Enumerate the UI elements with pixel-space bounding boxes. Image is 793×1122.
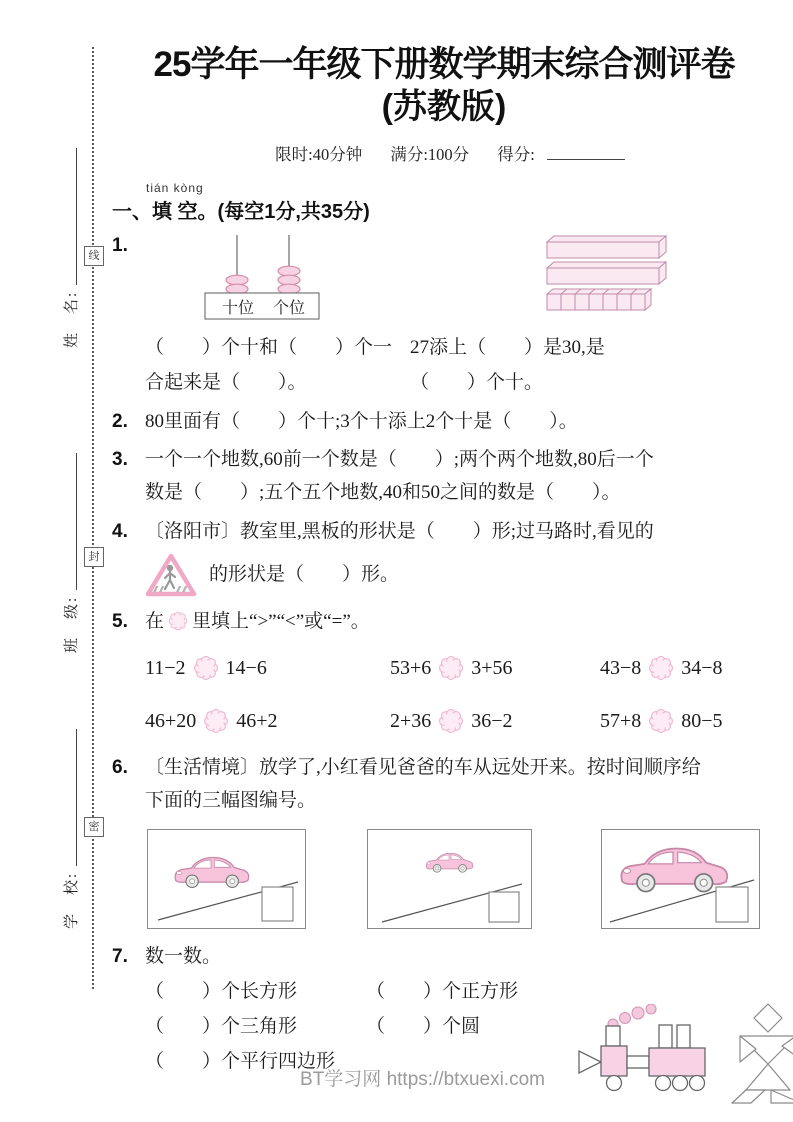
cmp-right: 14−6 — [225, 657, 267, 680]
q4-line2: 的形状是（ ）形。 — [209, 564, 400, 586]
q1-right-line2: （ ）个十。 — [410, 371, 544, 393]
binding-dotted-line — [92, 47, 94, 989]
section-heading — [112, 180, 776, 224]
cmp-left: 46+20 — [145, 709, 197, 732]
pinyin-annotation: tián kòng — [146, 180, 204, 195]
question-6 — [112, 752, 776, 929]
q7-blank-rectangle: （ ）个长方形 — [145, 980, 298, 1002]
seal-char-mi: 密 — [84, 817, 104, 837]
q7-blank-square: （ ）个正方形 — [366, 980, 519, 1002]
q7-blank-triangle: （ ）个三角形 — [145, 1016, 298, 1038]
seal-char-feng: 封 — [84, 547, 104, 567]
cmp-left: 43−8 — [600, 657, 642, 680]
cmp-right: 34−8 — [681, 657, 723, 680]
pedestrian-crossing-sign-icon — [145, 552, 197, 598]
comparison-item — [145, 651, 390, 685]
score-label: 得分: — [497, 144, 535, 164]
question-2-number: 2. — [112, 410, 128, 432]
q3-line2: 数是（ ）;五个五个地数,40和50之间的数是（ ）。 — [145, 482, 621, 504]
question-4-number: 4. — [112, 520, 128, 542]
seal-char-line: 线 — [84, 246, 104, 266]
q5-intro-before: 在 — [145, 611, 165, 633]
class-write-line — [75, 453, 77, 590]
score-write-line — [547, 145, 625, 160]
question-3-number: 3. — [112, 449, 128, 471]
car-picture-panel-3 — [601, 829, 760, 929]
question-7-number: 7. — [112, 946, 128, 968]
exam-paper — [112, 0, 776, 1104]
name-field-label: 姓 名: — [64, 290, 80, 348]
question-4 — [112, 516, 776, 599]
abacus-ones-label: 个位 — [272, 299, 306, 317]
comparison-item — [145, 704, 390, 738]
paper-title-line1: 25学年一年级下册数学期末综合测评卷 — [153, 45, 735, 84]
abacus-figure — [197, 232, 327, 322]
name-write-line — [75, 148, 77, 285]
flower-blank-icon — [168, 611, 188, 631]
flower-blank-icon — [438, 655, 464, 681]
cmp-left: 57+8 — [600, 709, 642, 732]
name-field — [55, 148, 81, 348]
section-heading-text: 一、填 空。(每空1分,共35分) — [112, 200, 370, 223]
flower-blank-icon — [193, 655, 219, 681]
answer-box — [489, 892, 519, 922]
cmp-left: 2+36 — [390, 709, 432, 732]
school-write-line — [75, 729, 77, 866]
cmp-right: 3+56 — [471, 657, 513, 680]
time-limit-label: 限时:40分钟 — [275, 144, 363, 164]
watermark-footer: BT学习网 https://btxuexi.com — [300, 1069, 545, 1090]
car-picture-panel-1 — [147, 829, 306, 929]
flower-blank-icon — [438, 708, 464, 734]
comparison-item — [390, 651, 600, 685]
q3-line1: 一个一个地数,60前一个数是（ ）;两个两个地数,80后一个 — [145, 449, 654, 471]
q1-left-line2: 合起来是（ ）。 — [145, 371, 307, 393]
answer-box — [262, 887, 293, 921]
flower-blank-icon — [648, 708, 674, 734]
question-5-number: 5. — [112, 611, 128, 633]
question-3 — [112, 444, 776, 509]
question-6-number: 6. — [112, 756, 128, 778]
car-picture-panel-2 — [367, 829, 532, 929]
cmp-right: 80−5 — [681, 709, 723, 732]
q5-intro — [145, 606, 776, 639]
q6-line2: 下面的三幅图编号。 — [145, 789, 317, 811]
class-field — [55, 453, 81, 653]
flower-blank-icon — [648, 655, 674, 681]
q6-line1: 〔生活情境〕放学了,小红看见爸爸的车从远处开来。按时间顺序给 — [145, 756, 701, 778]
q5-intro-after: 里填上“>”“<”或“=”。 — [192, 611, 370, 633]
comparison-item — [390, 704, 600, 738]
cmp-right: 46+2 — [236, 709, 278, 732]
question-1 — [112, 230, 776, 400]
cmp-right: 36−2 — [471, 709, 513, 732]
paper-title-line2: (苏教版) — [381, 88, 507, 126]
paper-title — [112, 44, 776, 129]
answer-box — [716, 887, 748, 922]
base-ten-blocks-figure — [539, 232, 691, 318]
comparison-item — [600, 651, 776, 685]
school-field — [55, 729, 81, 929]
q2-text: 80里面有（ ）个十;3个十添上2个十是（ ）。 — [145, 410, 578, 432]
q4-line1: 〔洛阳市〕教室里,黑板的形状是（ ）形;过马路时,看见的 — [145, 520, 654, 542]
q7-blank-circle: （ ）个圆 — [366, 1016, 481, 1038]
cmp-left: 53+6 — [390, 657, 432, 680]
school-field-label: 学 校: — [64, 871, 80, 929]
q1-left-line1: （ ）个十和（ ）个一 — [145, 336, 393, 358]
question-1-number: 1. — [112, 234, 128, 256]
q7-blank-parallelogram: （ ）个平行四边形 — [145, 1051, 336, 1073]
question-2 — [112, 406, 776, 439]
q1-right-line1: 27添上（ ）是30,是 — [410, 336, 605, 358]
abacus-tens-label: 十位 — [221, 299, 255, 317]
q7-title: 数一数。 — [145, 946, 222, 968]
full-score-label: 满分:100分 — [390, 144, 470, 164]
class-field-label: 班 级: — [64, 595, 80, 653]
comparison-item — [600, 704, 776, 738]
question-5 — [112, 606, 776, 737]
exam-info-line — [112, 141, 776, 165]
cmp-left: 11−2 — [145, 657, 186, 680]
flower-blank-icon — [203, 708, 229, 734]
